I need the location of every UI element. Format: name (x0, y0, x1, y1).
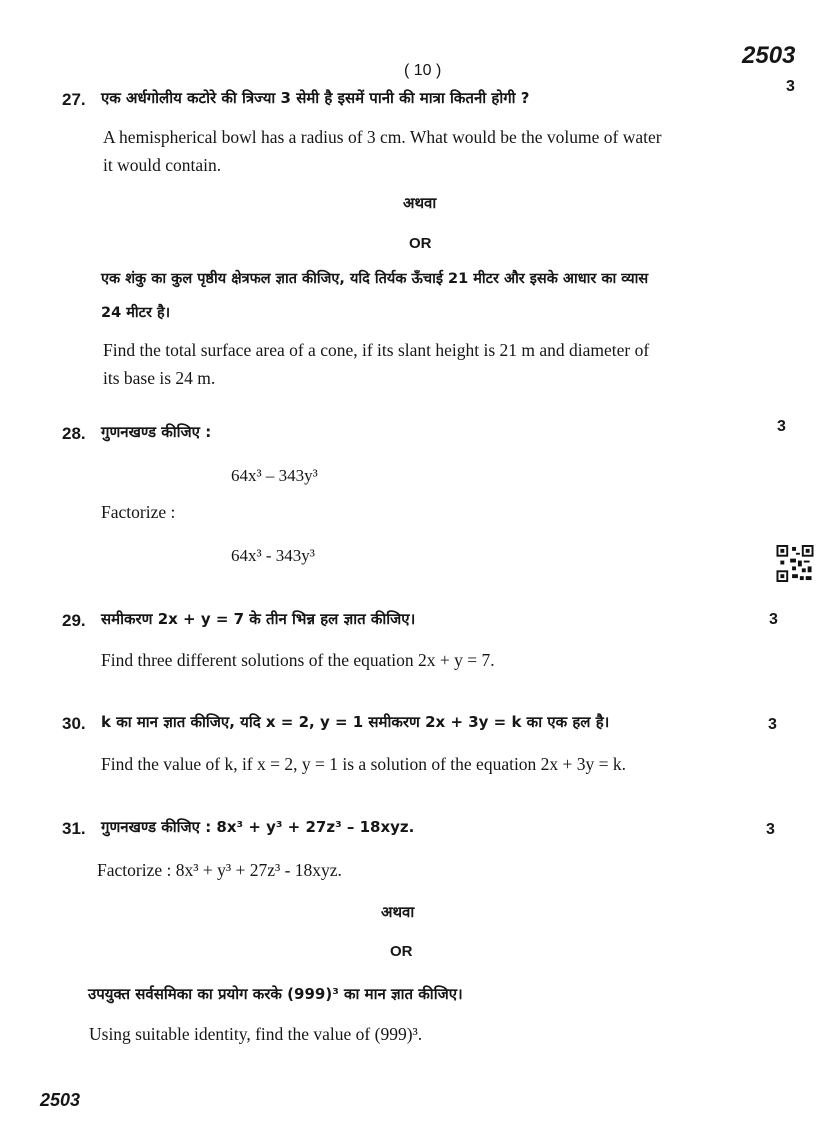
question-30-hindi: k का मान ज्ञात कीजिए, यदि x = 2, y = 1 समीकरण 2x + 3y = k का एक हल है। (101, 713, 610, 731)
question-29-number: 29. (62, 611, 86, 630)
question-31-alt-hindi: उपयुक्त सर्वसमिका का प्रयोग करके (999)³ का मान ज्ञात कीजिए। (88, 985, 463, 1003)
question-28-expression-english: 64x³ - 343y³ (231, 546, 315, 565)
paper-code-top: 2503 (742, 42, 796, 69)
question-31-or-english: OR (390, 943, 413, 960)
paper-code-bottom: 2503 (40, 1090, 81, 1110)
question-31-or-hindi: अथवा (381, 903, 415, 921)
page-number: ( 10 ) (404, 62, 442, 79)
question-27-english-line1: A hemispherical bowl has a radius of 3 cm. What would be the volume of water (103, 127, 662, 147)
question-27-or-hindi: अथवा (403, 194, 437, 212)
question-31-english: Factorize : 8x³ + y³ + 27z³ - 18xyz. (97, 860, 342, 880)
question-30-english: Find the value of k, if x = 2, y = 1 is a solution of the equation 2x + 3y = k. (101, 754, 627, 774)
question-27-alt-english-line1: Find the total surface area of a cone, if its slant height is 21 m and diameter of (103, 340, 650, 360)
question-27-number: 27. (62, 90, 86, 109)
question-27-marks: 3 (786, 78, 795, 95)
question-31-number: 31. (62, 819, 86, 838)
question-28-number: 28. (62, 424, 86, 443)
question-29-marks: 3 (769, 611, 778, 628)
question-27-alt-english-line2: its base is 24 m. (103, 368, 216, 388)
question-27-alt-hindi-line2: 24 मीटर है। (101, 305, 171, 321)
question-28-expression-hindi: 64x³ – 343y³ (231, 466, 318, 485)
question-28-english: Factorize : (101, 502, 176, 522)
question-30-marks: 3 (768, 716, 777, 733)
question-27-hindi: एक अर्धगोलीय कटोरे की त्रिज्या 3 सेमी है इसमें पानी की मात्रा कितनी होगी ? (101, 89, 530, 107)
question-29-hindi: समीकरण 2x + y = 7 के तीन भिन्न हल ज्ञात कीजिए। (101, 610, 416, 628)
question-29-english: Find three different solutions of the equation 2x + y = 7. (101, 650, 495, 670)
question-31-marks: 3 (766, 821, 775, 838)
question-27-alt-hindi-line1: एक शंकु का कुल पृष्ठीय क्षेत्रफल ज्ञात कीजिए, यदि तिर्यक ऊँचाई 21 मीटर और इसके आधार का व्यास (101, 271, 649, 287)
question-27-english-line2: it would contain. (103, 155, 222, 175)
question-30-number: 30. (62, 714, 86, 733)
question-27-or-english: OR (409, 235, 432, 252)
question-31-alt-english: Using suitable identity, find the value of (999)³. (89, 1024, 423, 1044)
question-28-hindi: गुणनखण्ड कीजिए : (101, 423, 212, 441)
question-28-marks: 3 (777, 418, 786, 435)
qr-code-icon (776, 545, 814, 582)
question-31-hindi: गुणनखण्ड कीजिए : 8x³ + y³ + 27z³ – 18xyz. (101, 818, 415, 836)
